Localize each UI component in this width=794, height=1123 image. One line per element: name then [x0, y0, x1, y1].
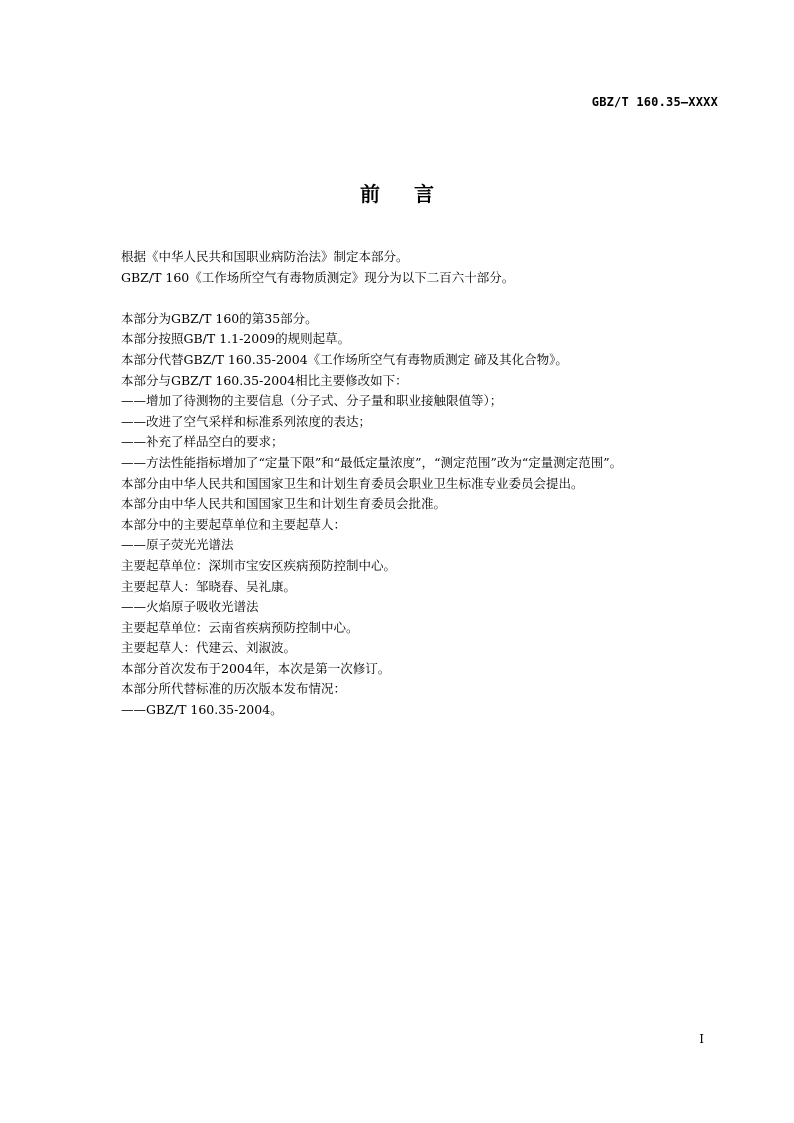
document-code: GBZ/T 160.35—XXXX [591, 95, 718, 109]
paragraph-line: 本部分按照GB/T 1.1-2009的规则起草。 [121, 331, 351, 347]
paragraph-line: GBZ/T 160《工作场所空气有毒物质测定》现分为以下二百六十部分。 [121, 269, 515, 285]
paragraph-gap [121, 288, 741, 309]
page-number: I [699, 1032, 704, 1046]
paragraph-line: 本部分与GBZ/T 160.35-2004相比主要修改如下： [121, 372, 408, 388]
paragraph-line: 本部分为GBZ/T 160的第35部分。 [121, 310, 318, 326]
paragraph-line: 本部分中的主要起草单位和主要起草人： [121, 516, 347, 532]
paragraph-line: 本部分首次发布于2004年，本次是第一次修订。 [121, 660, 391, 676]
paragraph-line: 主要起草单位：云南省疾病预防控制中心。 [121, 619, 359, 635]
paragraph-line: 主要起草人：邹晓春、吴礼康。 [121, 578, 297, 594]
preface-body [121, 247, 741, 721]
list-item: ——补充了样品空白的要求； [121, 434, 284, 450]
paragraph-line: 根据《中华人民共和国职业病防治法》制定本部分。 [121, 249, 409, 264]
page-title: 前言 [360, 182, 468, 206]
list-item: ——GBZ/T 160.35-2004。 [121, 702, 283, 718]
paragraph-line: 本部分所代替标准的历次版本发布情况： [121, 681, 347, 697]
list-item: ——改进了空气采样和标准系列浓度的表达； [121, 413, 372, 429]
list-item: ——火焰原子吸收光谱法 [121, 599, 259, 615]
paragraph-line: 主要起草人：代建云、刘淑波。 [121, 640, 297, 656]
list-item: ——方法性能指标增加了“定量下限”和“最低定量浓度”，“测定范围”改为“定量测定范围”。 [121, 454, 623, 470]
list-item: ——增加了待测物的主要信息（分子式、分子量和职业接触限值等）； [121, 393, 503, 409]
paragraph-line: 本部分由中华人民共和国国家卫生和计划生育委员会职业卫生标准专业委员会提出。 [121, 475, 584, 491]
paragraph-line: 主要起草单位：深圳市宝安区疾病预防控制中心。 [121, 557, 397, 573]
list-item: ——原子荧光光谱法 [121, 537, 234, 553]
paragraph-line: 本部分由中华人民共和国国家卫生和计划生育委员会批准。 [121, 496, 447, 512]
paragraph-line: 本部分代替GBZ/T 160.35-2004《工作场所空气有毒物质测定 碲及其化合物》。 [121, 351, 568, 367]
